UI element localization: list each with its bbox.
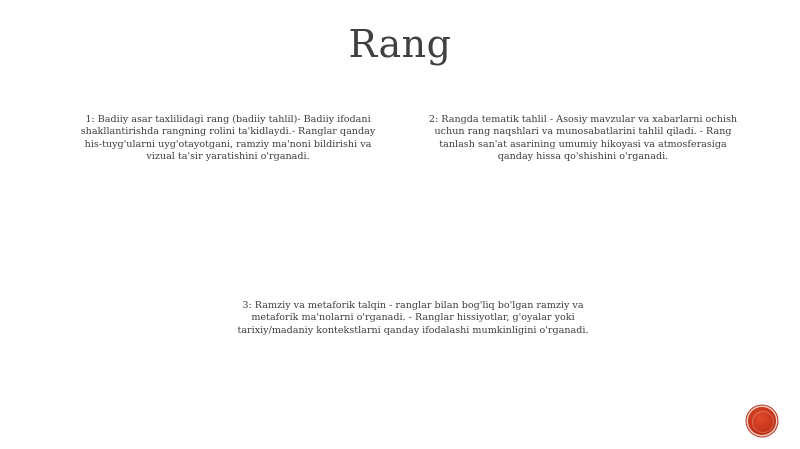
paragraph-ramziy-talqin: 3: Ramziy va metaforik talqin - ranglar bilan bog'liq bo'lgan ramziy va metaforik ma'nolarni o'rganadi. - Ranglar hissiyotlar, g'oyalar yoki tarixiy/madaniy kontekstlarni qanday ifodalashi mumkinligini o'rganadi. bbox=[237, 300, 589, 336]
paragraph-tematik-tahlil: 2: Rangda tematik tahlil - Asosiy mavzular va xabarlarni ochish uchun rang naqshlari va munosabatlarini tahlil qiladi. - Rang tanlash san'at asarining umumiy hikoyasi va atmosferasiga qanday hissa qo'shishini o'rganadi. bbox=[428, 114, 738, 162]
slide-title: Rang bbox=[348, 22, 452, 66]
next-slide-circle-icon bbox=[752, 411, 774, 433]
next-slide-button[interactable] bbox=[748, 407, 776, 435]
paragraph-badiiy-tahlil: 1: Badiiy asar taxlilidagi rang (badiiy tahlil)- Badiiy ifodani shakllantirishda rangning rolini ta'kidlaydi.- Ranglar qanday his-tuyg'ularni uyg'otayotgani, ramziy ma'noni bildirishi va vizual ta'sir yaratishini o'rganadi. bbox=[80, 114, 376, 162]
